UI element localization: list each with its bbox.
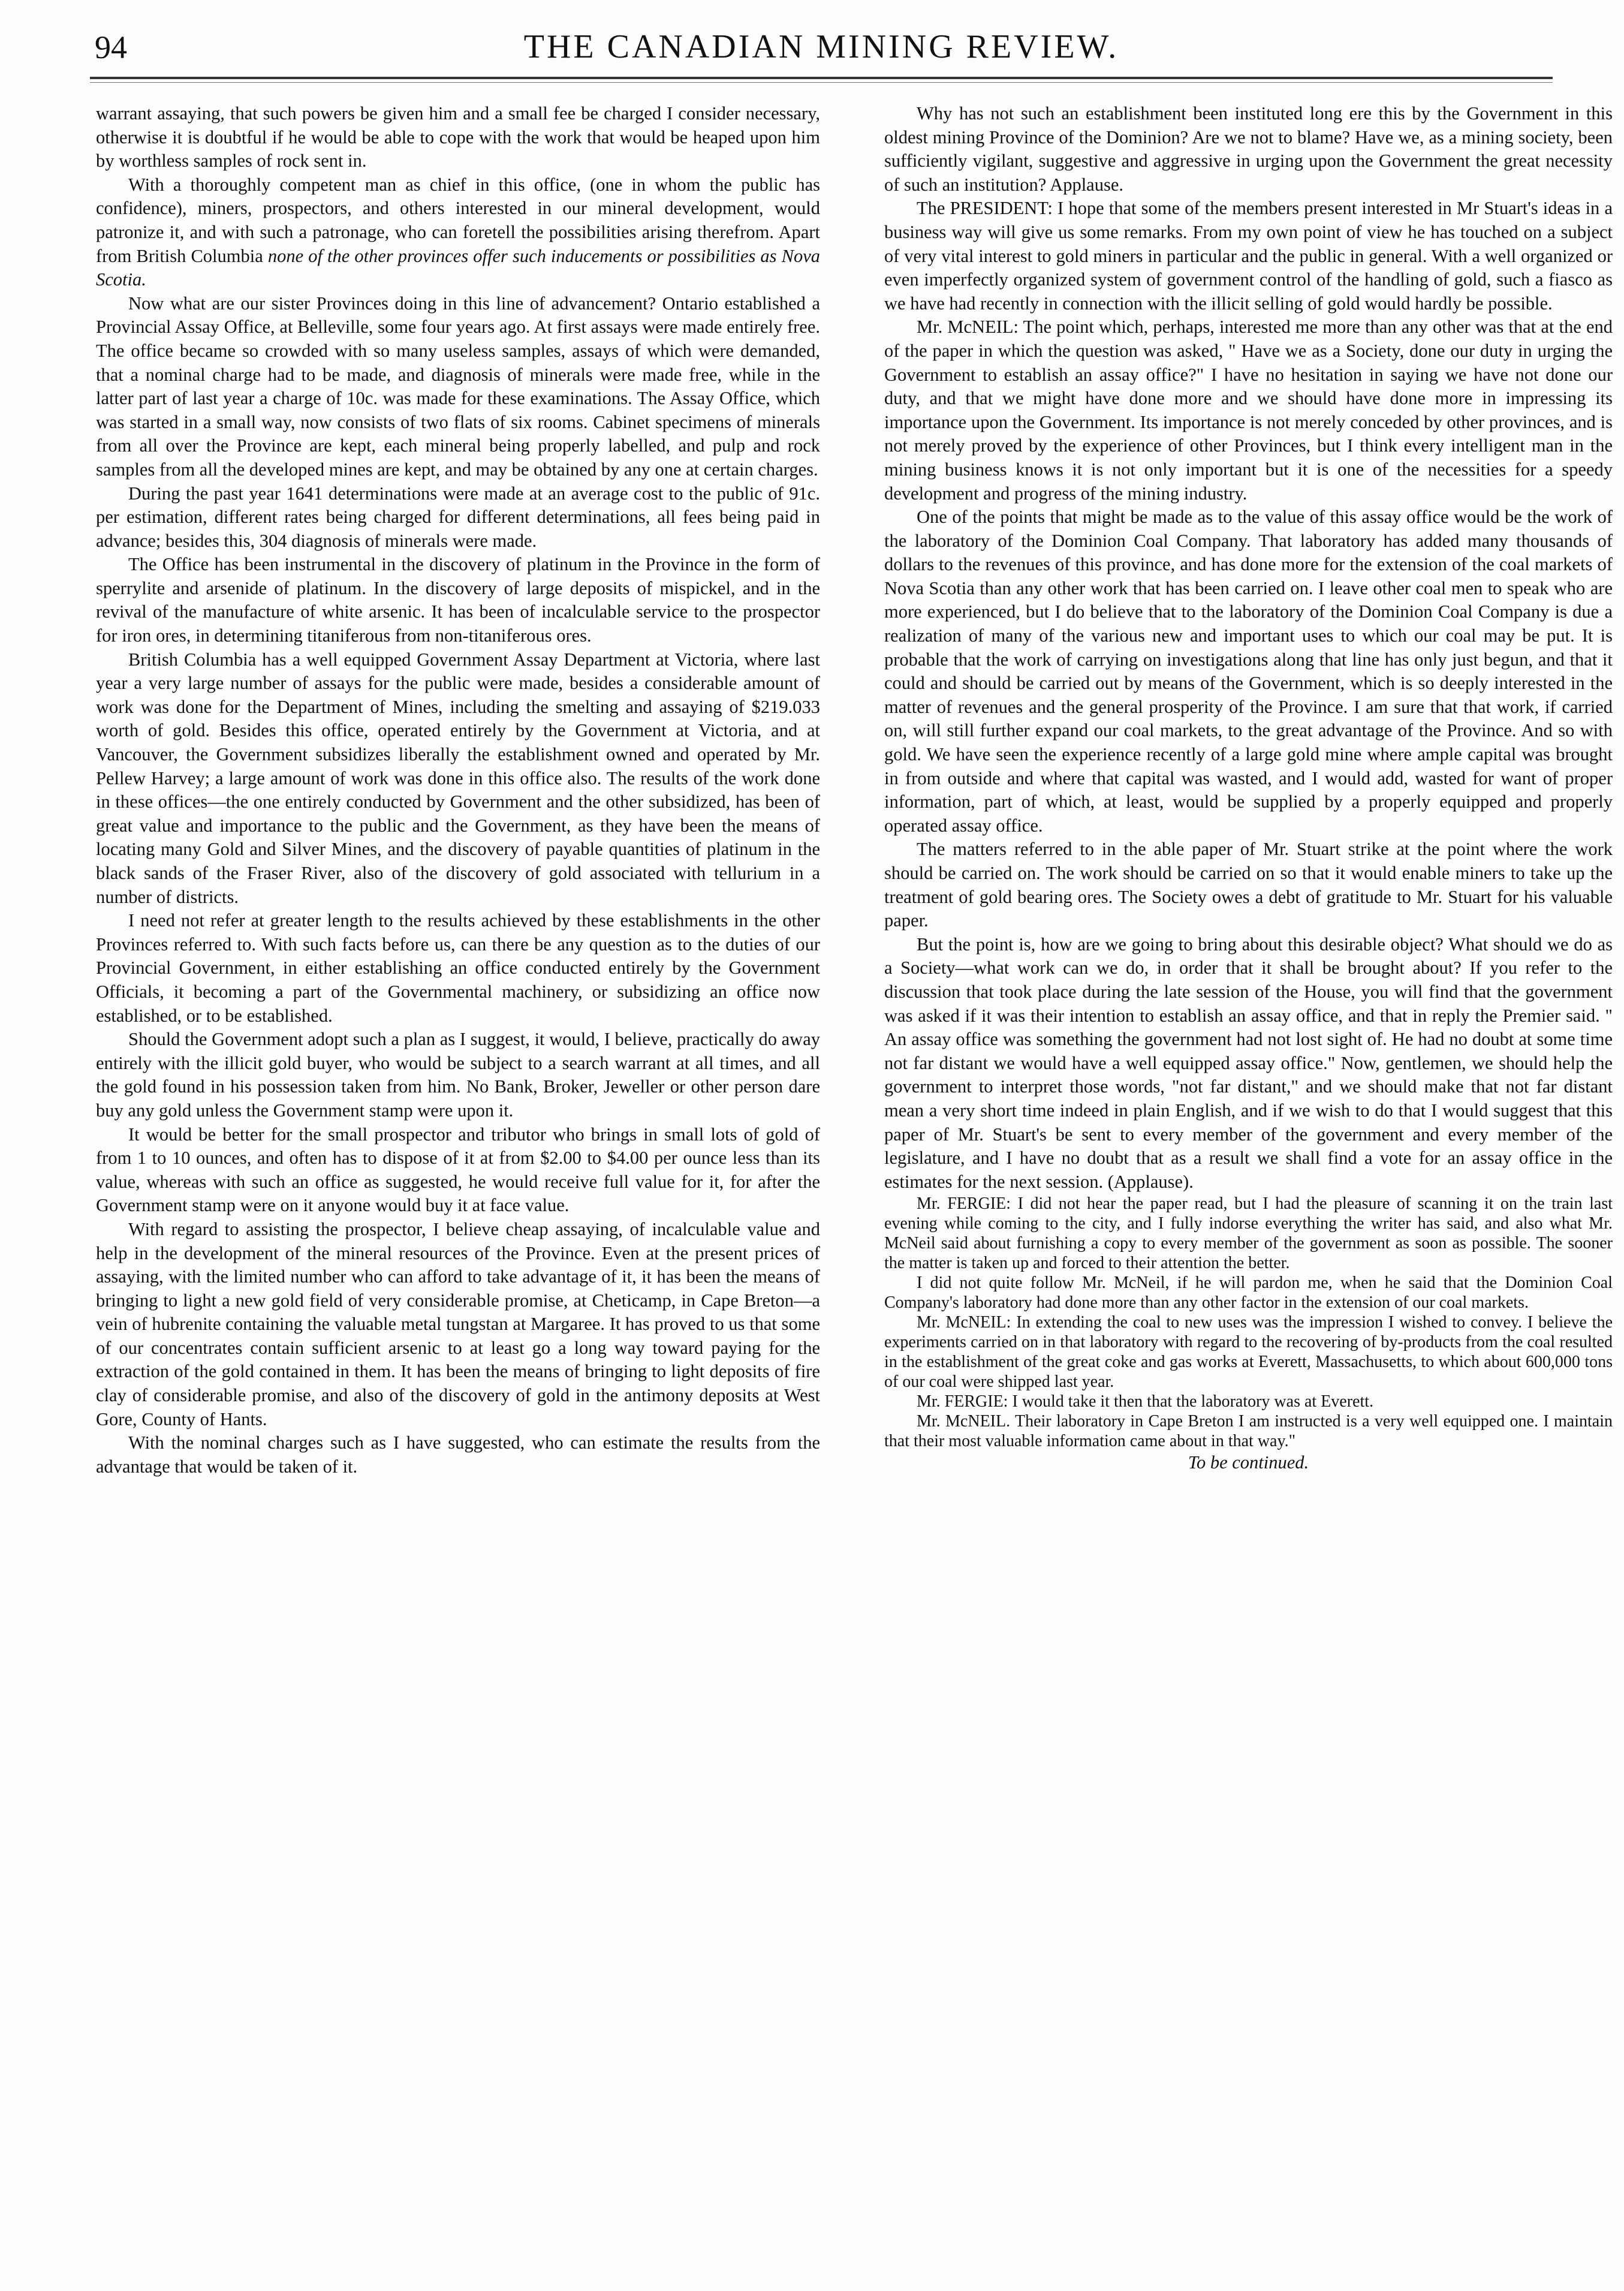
header-rule	[90, 77, 1553, 79]
paragraph: But the point is, how are we going to bring about this desirable object? What should we do as a Society—what work can we do, in order that it shall be brought about? If you refer to the discussion that took place during the late session of the House, you will find that the government was asked if it was their intention to establish an assay office, and that in reply the Premier said. " An assay office was something the government had not lost sight of. He had no doubt at some time not far distant we would have a well equipped assay office." Now, gentlemen, we should help the government to interpret those words, "not far distant," and we should make that not far distant mean a very short time indeed in plain English, and if we wish to do that I would suggest that this paper of Mr. Stuart's be sent to every member of the government and every member of the legislature, and I have no doubt that as a result we shall find a vote for an assay office in the estimates for the next session. (Applause).	[884, 934, 1613, 1192]
paragraph: It would be better for the small prospector and tributor who brings in small lots of gold of from 1 to 10 ounces, and often has to dispose of it at from $2.00 to $4.00 per ounce less than its value, whereas with such an office as suggested, he would receive full value for it, for after the Government stamp were on it anyone would buy it at face value.	[96, 1124, 820, 1216]
paragraph: The matters referred to in the able paper of Mr. Stuart strike at the point where the work should be carried on. The work should be carried on so that it would enable miners to take up the treatment of gold bearing ores. The Society owes a debt of gratitude to Mr. Stuart for his valuable paper.	[884, 839, 1613, 931]
paragraph: Should the Government adopt such a plan as I suggest, it would, I believe, practically do away entirely with the illicit gold buyer, who would be subject to a search warrant at all times, and all the gold found in his possession taken from him. No Bank, Broker, Jeweller or other person dare buy any gold unless the Government stamp were upon it.	[96, 1029, 820, 1121]
paragraph: British Columbia has a well equipped Government Assay Department at Victoria, where last year a very large number of assays for the public were made, besides a considerable amount of work was done for the Department of Mines, including the smelting and assaying of $219.033 worth of gold. Besides this office, operated entirely by the Government at Victoria, and at Vancouver, the Government subsidizes liberally the establishment owned and operated by Mr. Pellew Harvey; a large amount of work was done in this office also. The results of the work done in these offices—the one entirely conducted by Government and the other subsidized, has been of great value and importance to the public and the Government, as they have been the means of locating many Gold and Silver Mines, and the discovery of payable quantities of platinum in the black sands of the Fraser River, also of the discovery of gold associated with tellurium in a number of districts.	[96, 649, 820, 907]
right-column	[884, 102, 1613, 1475]
paragraph: Mr. McNEIL: The point which, perhaps, interested me more than any other was that at the end of the paper in which the question was asked, " Have we as a Society, done our duty in urging the Government to establish an assay office?" I have no hesitation in saying we have not done our duty, and that we might have done more and we should have done more in impressing its importance upon the Government. Its importance is not merely conceded by other provinces, and is not merely proved by the experience of other Provinces, but I think every intelligent man in the mining business knows it is not only important but it is one of the necessities for a speedy development and progress of the mining industry.	[884, 317, 1613, 504]
paragraph: Now what are our sister Provinces doing in this line of advancement? Ontario established a Provincial Assay Office, at Belleville, some four years ago. At first assays were made entirely free. The office became so crowded with so many useless samples, assays of which were demanded, that a nominal charge had to be made, and diagnosis of minerals were made free, while in the latter part of last year a charge of 10c. was made for these examinations. The Assay Office, which was started in a small way, now consists of two flats of six rooms. Cabinet specimens of minerals from all over the Province are kept, each mineral being properly labelled, and pulp and rock samples from all the developed mines are kept, and may be obtained by any one at certain charges.	[96, 293, 820, 480]
paragraph: I need not refer at greater length to the results achieved by these establishments in the other Provinces referred to. With such facts before us, can there be any question as to the duties of our Provincial Government, in either establishing an office conducted entirely by the Government Officials, it becoming a part of the Governmental machinery, or subsidizing an office now established, or to be established.	[96, 910, 820, 1026]
paragraph: The Office has been instrumental in the discovery of platinum in the Province in the form of sperrylite and arsenide of platinum. In the discovery of large deposits of mispickel, and in the revival of the manufacture of white arsenic. It has been of incalculable service to the prospector for iron ores, in determining titaniferous from non-titaniferous ores.	[96, 554, 820, 646]
small-paragraph: Mr. McNEIL: In extending the coal to new uses was the impression I wished to convey. I believe the experiments carried on in that laboratory with regard to the recovering of by-products from the coal resulted in the establishment of the great coke and gas works at Everett, Massachusetts, to which about 600,000 tons of our coal were shipped last year.	[884, 1313, 1613, 1392]
header-rule-thin	[90, 82, 1553, 83]
paragraph: warrant assaying, that such powers be given him and a small fee be charged I consider necessary, otherwise it is doubtful if he would be able to cope with the work that would be heaped upon him by worthless samples of rock sent in.	[96, 103, 820, 171]
page-number: 94	[95, 29, 127, 65]
paragraph-text: With a thoroughly competent man as chief in this office, (one in whom the public has confidence), miners, prospectors, and others interested in our mineral development, would patronize it, and with such a patronage, who can foretell the possibilities arising therefrom. Apart from British Columbia	[96, 174, 820, 266]
running-title: THE CANADIAN MINING REVIEW.	[523, 28, 1119, 65]
small-paragraph: Mr. FERGIE: I did not hear the paper read, but I had the pleasure of scanning it on the train last evening while coming to the city, and I fully indorse everything the writer has said, and also what Mr. McNeil said about furnishing a copy to every member of the government as soon as possible. The sooner the matter is taken up and forced to their attention the better.	[884, 1194, 1613, 1273]
small-paragraph: I did not quite follow Mr. McNeil, if he will pardon me, when he said that the Dominion Coal Company's laboratory had done more than any other factor in the extension of our coal markets.	[884, 1274, 1613, 1312]
italic-phrase: none of the other provinces offer such inducements or possibilities as Nova Scotia.	[96, 245, 821, 290]
paragraph: With regard to assisting the prospector, I believe cheap assaying, of incalculable value and help in the development of the mineral resources of the Province. Even at the present prices of assaying, with the limited number who can afford to take advantage of it, it has been the means of bringing to light a new gold field of very considerable promise, at Cheticamp, in Cape Breton—a vein of hubrenite containing the valuable metal tungstan at Margaree. It has proved to us that some of our concentrates contain sufficient arsenic to at least go a long way toward paying for the extraction of the gold contained in them. It has been the means of bringing to light deposits of fire clay of considerable promise, and also of the discovery of gold in the antimony deposits at West Gore, County of Hants.	[96, 1218, 820, 1429]
paragraph: Why has not such an establishment been instituted long ere this by the Government in this oldest mining Province of the Dominion? Are we not to blame? Have we, as a mining society, been sufficiently vigilant, suggestive and aggressive in urging upon the Government the great necessity of such an institution? Applause.	[884, 103, 1613, 195]
paragraph: During the past year 1641 determinations were made at an average cost to the public of 91c. per estimation, different rates being charged for different determinations, all fees being paid in advance; besides this, 304 diagnosis of minerals were made.	[96, 483, 820, 551]
page-header	[90, 17, 1553, 74]
paragraph: The PRESIDENT: I hope that some of the members present interested in Mr Stuart's ideas in a business way will give us some remarks. From my own point of view he has touched on a subject of very vital interest to gold miners in particular and the public in general. With a well organized or even imperfectly organized system of government control of the handling of gold, such a fiasco as we have had recently in connection with the illicit selling of gold would hardly be possible.	[884, 198, 1613, 314]
small-paragraph: Mr. FERGIE: I would take it then that the laboratory was at Everett.	[917, 1392, 1374, 1411]
paragraph: With the nominal charges such as I have suggested, who can estimate the results from the advantage that would be taken of it.	[96, 1432, 820, 1477]
paragraph	[96, 173, 820, 292]
paragraph: One of the points that might be made as to the value of this assay office would be the work of the laboratory of the Dominion Coal Company. That laboratory has added many thousands of dollars to the revenues of this province, and has done more for the extension of the coal markets of Nova Scotia than any other work that has been carried on. I leave other coal men to speak who are more experienced, but I do believe that to the laboratory of the Dominion Coal Company is due a realization of many of the various new and important uses to which our coal may be put. It is probable that the work of carrying on investigations along that line has only just begun, and that it could and should be carried out by means of the Government, which is so deeply interested in the matter of revenues and the general prosperity of the Province. I am sure that that work, if carried on, will still further expand our coal markets, to the great advantage of the Province. And so with gold. We have seen the experience recently of a large gold mine where ample capital was brought in from outside and where that capital was wasted, and I would add, wasted for want of proper information, part of which, at least, would be supplied by a properly equipped and properly operated assay office.	[884, 507, 1613, 836]
small-paragraph: Mr. McNEIL. Their laboratory in Cape Breton I am instructed is a very well equipped one. I maintain that their most valuable information came about in that way."	[884, 1412, 1613, 1451]
continued-note: To be continued.	[1188, 1452, 1309, 1473]
left-column	[96, 102, 820, 1479]
